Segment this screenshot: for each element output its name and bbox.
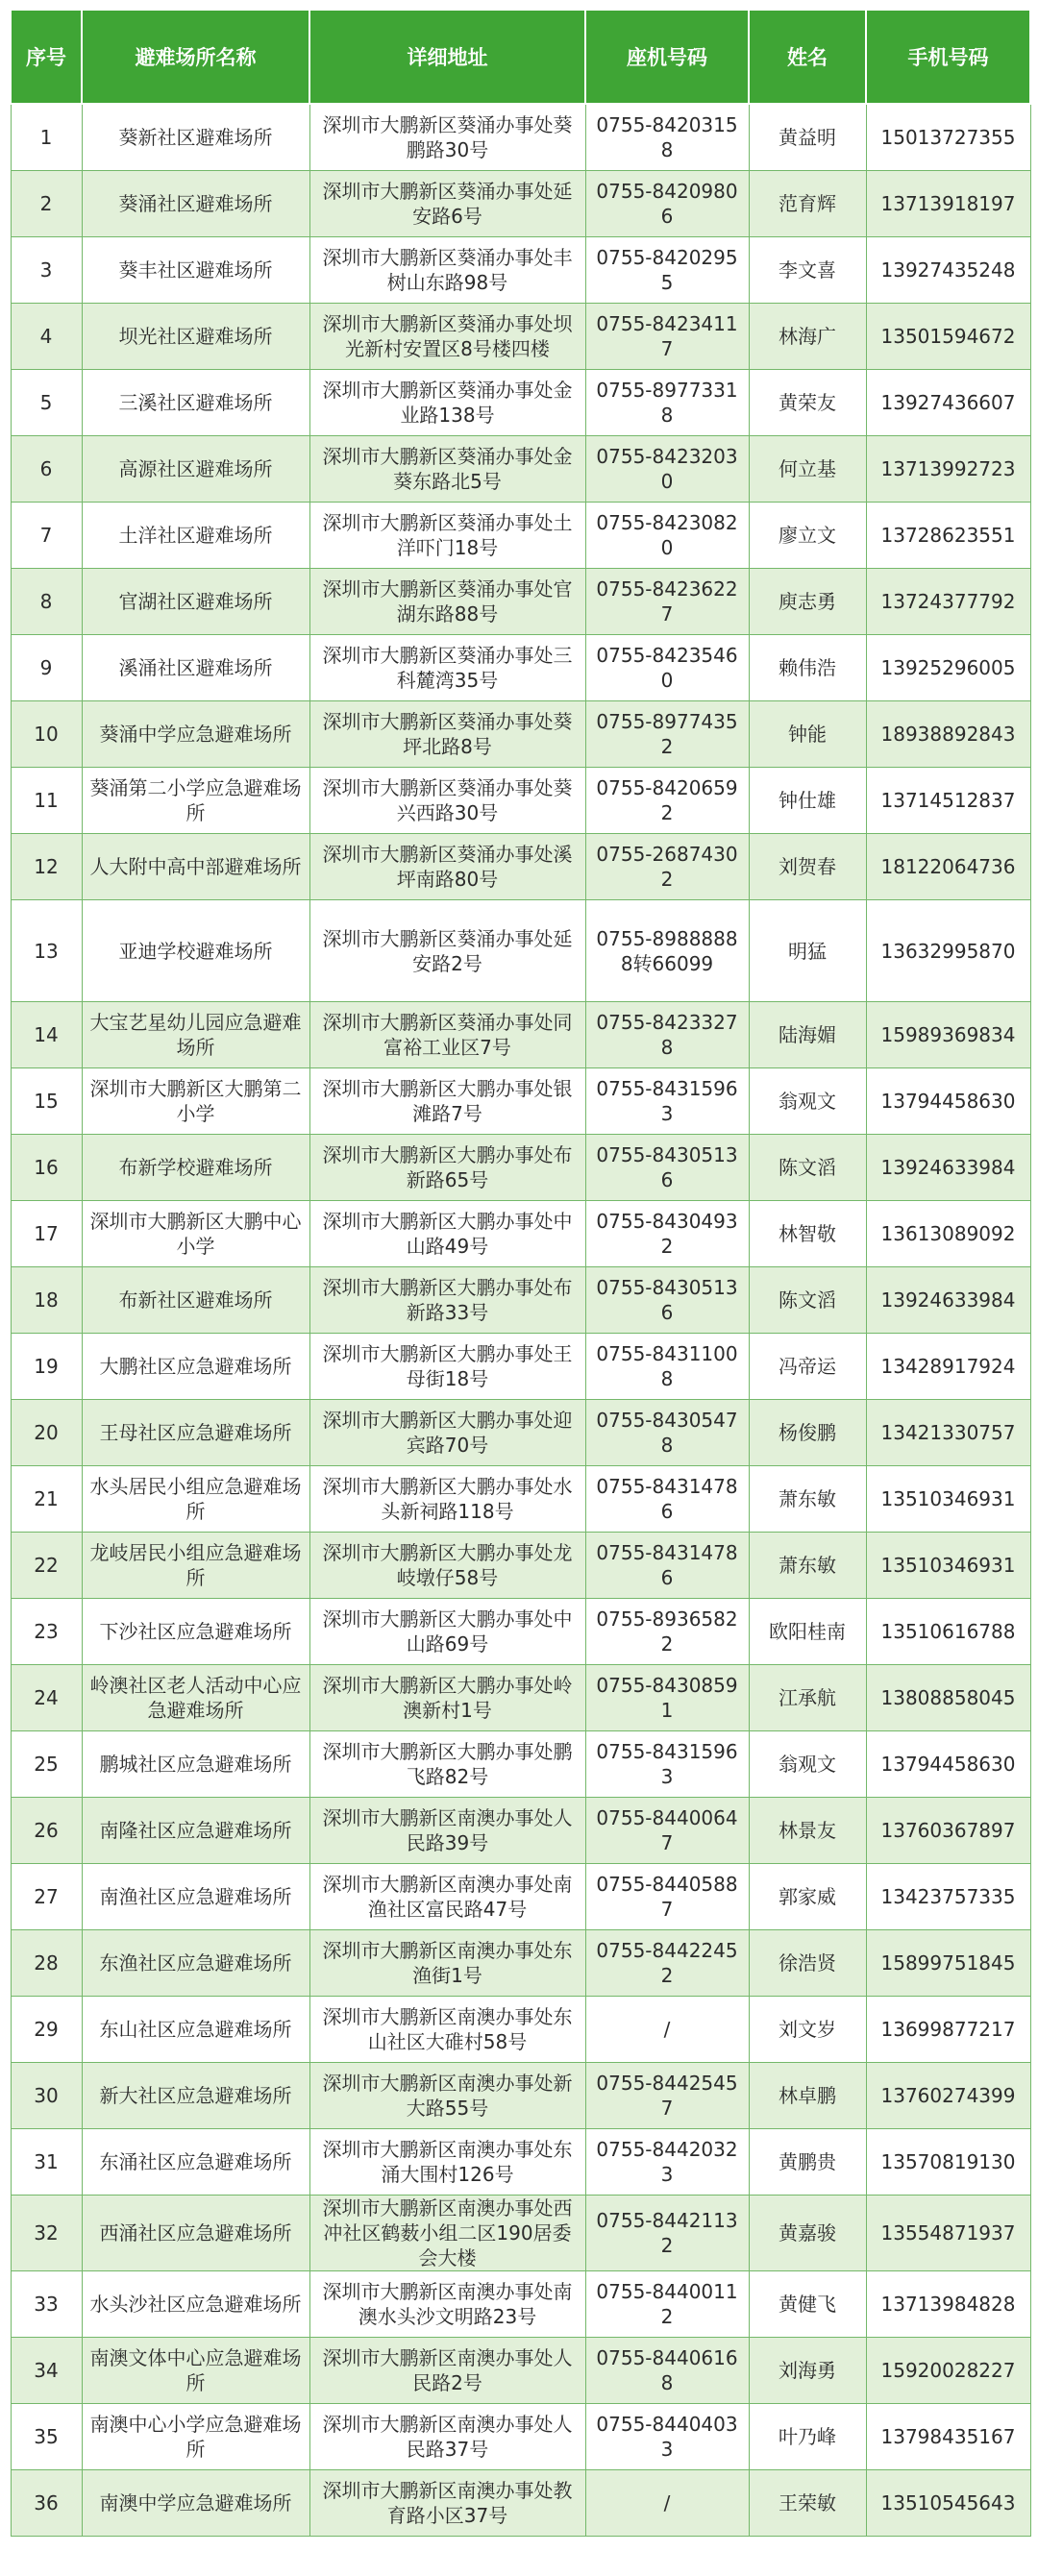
cell-shelter-name: 葵新社区避难场所 — [82, 104, 309, 171]
cell-mobile: 13927436607 — [866, 370, 1030, 436]
cell-mobile: 13510545643 — [866, 2470, 1030, 2537]
cell-shelter-name: 葵涌中学应急避难场所 — [82, 701, 309, 768]
cell-contact-name: 林海广 — [749, 304, 866, 370]
table-row — [11, 1135, 1030, 1201]
cell-landline: 0755-84233278 — [585, 1002, 749, 1068]
cell-index: 14 — [11, 1002, 82, 1068]
cell-mobile: 13428917924 — [866, 1334, 1030, 1400]
cell-contact-name: 陈文滔 — [749, 1267, 866, 1334]
cell-mobile: 13728623551 — [866, 503, 1030, 569]
cell-address: 深圳市大鹏新区南澳办事处教育路小区37号 — [309, 2470, 585, 2537]
cell-address: 深圳市大鹏新区大鹏办事处布新路33号 — [309, 1267, 585, 1334]
table-row — [11, 2404, 1030, 2470]
cell-address: 深圳市大鹏新区南澳办事处人民路37号 — [309, 2404, 585, 2470]
cell-landline: / — [585, 2470, 749, 2537]
cell-contact-name: 黄健飞 — [749, 2271, 866, 2338]
cell-shelter-name: 大鹏社区应急避难场所 — [82, 1334, 309, 1400]
cell-index: 4 — [11, 304, 82, 370]
cell-landline: 0755-84305136 — [585, 1267, 749, 1334]
cell-mobile: 13699877217 — [866, 1997, 1030, 2063]
cell-landline: 0755-84400112 — [585, 2271, 749, 2338]
cell-landline: 0755-89773318 — [585, 370, 749, 436]
cell-contact-name: 叶乃峰 — [749, 2404, 866, 2470]
cell-contact-name: 明猛 — [749, 900, 866, 1002]
table-row — [11, 1533, 1030, 1599]
table-header-row — [11, 10, 1030, 104]
cell-contact-name: 欧阳桂南 — [749, 1599, 866, 1665]
cell-shelter-name: 龙岐居民小组应急避难场所 — [82, 1533, 309, 1599]
cell-index: 29 — [11, 1997, 82, 2063]
cell-contact-name: 萧东敏 — [749, 1466, 866, 1533]
cell-index: 5 — [11, 370, 82, 436]
cell-landline: 0755-84209806 — [585, 171, 749, 237]
cell-shelter-name: 西涌社区应急避难场所 — [82, 2196, 309, 2271]
cell-landline: 0755-26874302 — [585, 834, 749, 900]
cell-address: 深圳市大鹏新区南澳办事处东涌大围村126号 — [309, 2129, 585, 2196]
cell-address: 深圳市大鹏新区葵涌办事处金业路138号 — [309, 370, 585, 436]
cell-contact-name: 廖立文 — [749, 503, 866, 569]
cell-contact-name: 庾志勇 — [749, 569, 866, 635]
cell-landline: 0755-84315963 — [585, 1731, 749, 1798]
cell-contact-name: 徐浩贤 — [749, 1930, 866, 1997]
cell-landline: 0755-84314786 — [585, 1466, 749, 1533]
cell-shelter-name: 水头居民小组应急避难场所 — [82, 1466, 309, 1533]
table-row — [11, 237, 1030, 304]
cell-landline: 0755-84421132 — [585, 2196, 749, 2271]
cell-contact-name: 萧东敏 — [749, 1533, 866, 1599]
cell-index: 9 — [11, 635, 82, 701]
cell-shelter-name: 坝光社区避难场所 — [82, 304, 309, 370]
table-row — [11, 1599, 1030, 1665]
cell-mobile: 13510616788 — [866, 1599, 1030, 1665]
table-row — [11, 503, 1030, 569]
cell-contact-name: 翁观文 — [749, 1068, 866, 1135]
table-row — [11, 1466, 1030, 1533]
cell-landline: 0755-84311008 — [585, 1334, 749, 1400]
cell-shelter-name: 深圳市大鹏新区大鹏中心小学 — [82, 1201, 309, 1267]
cell-index: 32 — [11, 2196, 82, 2271]
table-row — [11, 900, 1030, 1002]
cell-mobile: 15899751845 — [866, 1930, 1030, 1997]
cell-landline: 0755-84314786 — [585, 1533, 749, 1599]
cell-index: 23 — [11, 1599, 82, 1665]
cell-index: 19 — [11, 1334, 82, 1400]
cell-landline: / — [585, 1997, 749, 2063]
cell-mobile: 18938892843 — [866, 701, 1030, 768]
table-row — [11, 635, 1030, 701]
cell-index: 2 — [11, 171, 82, 237]
cell-shelter-name: 岭澳社区老人活动中心应急避难场所 — [82, 1665, 309, 1731]
cell-address: 深圳市大鹏新区南澳办事处新大路55号 — [309, 2063, 585, 2129]
table-row — [11, 104, 1030, 171]
cell-mobile: 13927435248 — [866, 237, 1030, 304]
cell-index: 17 — [11, 1201, 82, 1267]
cell-contact-name: 钟能 — [749, 701, 866, 768]
cell-address: 深圳市大鹏新区南澳办事处人民路39号 — [309, 1798, 585, 1864]
cell-index: 8 — [11, 569, 82, 635]
cell-shelter-name: 溪涌社区避难场所 — [82, 635, 309, 701]
cell-mobile: 13713992723 — [866, 436, 1030, 503]
cell-landline: 0755-89365822 — [585, 1599, 749, 1665]
table-row — [11, 304, 1030, 370]
cell-contact-name: 何立基 — [749, 436, 866, 503]
cell-landline: 0755-89888888转66099 — [585, 900, 749, 1002]
cell-landline: 0755-84404033 — [585, 2404, 749, 2470]
cell-contact-name: 王荣敏 — [749, 2470, 866, 2537]
cell-address: 深圳市大鹏新区大鹏办事处银滩路7号 — [309, 1068, 585, 1135]
cell-address: 深圳市大鹏新区葵涌办事处丰树山东路98号 — [309, 237, 585, 304]
cell-index: 11 — [11, 768, 82, 834]
table-body — [11, 104, 1030, 2537]
cell-index: 12 — [11, 834, 82, 900]
cell-address: 深圳市大鹏新区大鹏办事处水头新祠路118号 — [309, 1466, 585, 1533]
cell-mobile: 13924633984 — [866, 1267, 1030, 1334]
cell-mobile: 15989369834 — [866, 1002, 1030, 1068]
cell-mobile: 13760367897 — [866, 1798, 1030, 1864]
table-row — [11, 1731, 1030, 1798]
cell-landline: 0755-84422452 — [585, 1930, 749, 1997]
cell-index: 27 — [11, 1864, 82, 1930]
cell-address: 深圳市大鹏新区大鹏办事处迎宾路70号 — [309, 1400, 585, 1466]
table-row — [11, 1334, 1030, 1400]
cell-index: 16 — [11, 1135, 82, 1201]
cell-landline: 0755-84305478 — [585, 1400, 749, 1466]
cell-index: 15 — [11, 1068, 82, 1135]
shelter-table-container — [10, 9, 1029, 2537]
table-row — [11, 1267, 1030, 1334]
cell-landline: 0755-84305136 — [585, 1135, 749, 1201]
table-row — [11, 2338, 1030, 2404]
cell-mobile: 13510346931 — [866, 1533, 1030, 1599]
cell-index: 34 — [11, 2338, 82, 2404]
cell-landline: 0755-84425457 — [585, 2063, 749, 2129]
cell-address: 深圳市大鹏新区大鹏办事处布新路65号 — [309, 1135, 585, 1201]
cell-address: 深圳市大鹏新区葵涌办事处延安路6号 — [309, 171, 585, 237]
cell-landline: 0755-84232030 — [585, 436, 749, 503]
cell-mobile: 13925296005 — [866, 635, 1030, 701]
cell-landline: 0755-84203158 — [585, 104, 749, 171]
cell-index: 33 — [11, 2271, 82, 2338]
cell-address: 深圳市大鹏新区葵涌办事处葵坪北路8号 — [309, 701, 585, 768]
cell-contact-name: 钟仕雄 — [749, 768, 866, 834]
table-row — [11, 569, 1030, 635]
cell-landline: 0755-84400647 — [585, 1798, 749, 1864]
cell-contact-name: 黄荣友 — [749, 370, 866, 436]
table-row — [11, 1201, 1030, 1267]
cell-landline: 0755-84236227 — [585, 569, 749, 635]
cell-landline: 0755-84206592 — [585, 768, 749, 834]
cell-address: 深圳市大鹏新区葵涌办事处溪坪南路80号 — [309, 834, 585, 900]
cell-index: 21 — [11, 1466, 82, 1533]
cell-contact-name: 林卓鹏 — [749, 2063, 866, 2129]
cell-shelter-name: 新大社区应急避难场所 — [82, 2063, 309, 2129]
cell-contact-name: 黄鹏贵 — [749, 2129, 866, 2196]
table-row — [11, 768, 1030, 834]
cell-address: 深圳市大鹏新区葵涌办事处坝光新村安置区8号楼四楼 — [309, 304, 585, 370]
cell-address: 深圳市大鹏新区大鹏办事处龙岐墩仔58号 — [309, 1533, 585, 1599]
table-row — [11, 2196, 1030, 2271]
cell-shelter-name: 南渔社区应急避难场所 — [82, 1864, 309, 1930]
table-row — [11, 2271, 1030, 2338]
cell-contact-name: 杨俊鹏 — [749, 1400, 866, 1466]
cell-index: 13 — [11, 900, 82, 1002]
cell-index: 31 — [11, 2129, 82, 2196]
cell-mobile: 13724377792 — [866, 569, 1030, 635]
cell-mobile: 18122064736 — [866, 834, 1030, 900]
cell-mobile: 13808858045 — [866, 1665, 1030, 1731]
cell-mobile: 13924633984 — [866, 1135, 1030, 1201]
cell-contact-name: 刘文岁 — [749, 1997, 866, 2063]
cell-address: 深圳市大鹏新区葵涌办事处同富裕工业区7号 — [309, 1002, 585, 1068]
cell-shelter-name: 高源社区避难场所 — [82, 436, 309, 503]
cell-landline: 0755-84304932 — [585, 1201, 749, 1267]
cell-mobile: 13794458630 — [866, 1068, 1030, 1135]
cell-contact-name: 陆海媚 — [749, 1002, 866, 1068]
cell-contact-name: 黄嘉骏 — [749, 2196, 866, 2271]
cell-address: 深圳市大鹏新区葵涌办事处葵兴西路30号 — [309, 768, 585, 834]
cell-landline: 0755-84230820 — [585, 503, 749, 569]
cell-contact-name: 李文喜 — [749, 237, 866, 304]
cell-mobile: 13613089092 — [866, 1201, 1030, 1267]
cell-address: 深圳市大鹏新区葵涌办事处官湖东路88号 — [309, 569, 585, 635]
cell-contact-name: 陈文滔 — [749, 1135, 866, 1201]
cell-index: 26 — [11, 1798, 82, 1864]
cell-index: 10 — [11, 701, 82, 768]
table-row — [11, 834, 1030, 900]
cell-address: 深圳市大鹏新区南澳办事处南渔社区富民路47号 — [309, 1864, 585, 1930]
cell-mobile: 13794458630 — [866, 1731, 1030, 1798]
cell-shelter-name: 东渔社区应急避难场所 — [82, 1930, 309, 1997]
cell-contact-name: 刘海勇 — [749, 2338, 866, 2404]
table-row — [11, 1400, 1030, 1466]
cell-index: 6 — [11, 436, 82, 503]
header-landline: 座机号码 — [585, 10, 749, 104]
header-index: 序号 — [11, 10, 82, 104]
table-row — [11, 2470, 1030, 2537]
cell-index: 35 — [11, 2404, 82, 2470]
cell-mobile: 13421330757 — [866, 1400, 1030, 1466]
cell-shelter-name: 葵丰社区避难场所 — [82, 237, 309, 304]
shelter-table — [10, 9, 1031, 2537]
table-row — [11, 1665, 1030, 1731]
cell-address: 深圳市大鹏新区大鹏办事处王母街18号 — [309, 1334, 585, 1400]
cell-shelter-name: 南澳中学应急避难场所 — [82, 2470, 309, 2537]
cell-address: 深圳市大鹏新区南澳办事处人民路2号 — [309, 2338, 585, 2404]
cell-landline: 0755-84405887 — [585, 1864, 749, 1930]
cell-shelter-name: 亚迪学校避难场所 — [82, 900, 309, 1002]
cell-shelter-name: 王母社区应急避难场所 — [82, 1400, 309, 1466]
table-row — [11, 370, 1030, 436]
cell-shelter-name: 深圳市大鹏新区大鹏第二小学 — [82, 1068, 309, 1135]
cell-address: 深圳市大鹏新区大鹏办事处鹏飞路82号 — [309, 1731, 585, 1798]
cell-address: 深圳市大鹏新区葵涌办事处延安路2号 — [309, 900, 585, 1002]
cell-mobile: 15920028227 — [866, 2338, 1030, 2404]
cell-address: 深圳市大鹏新区葵涌办事处三科麓湾35号 — [309, 635, 585, 701]
cell-address: 深圳市大鹏新区葵涌办事处金葵东路北5号 — [309, 436, 585, 503]
cell-address: 深圳市大鹏新区葵涌办事处葵鹏路30号 — [309, 104, 585, 171]
cell-landline: 0755-84420323 — [585, 2129, 749, 2196]
cell-contact-name: 冯帝运 — [749, 1334, 866, 1400]
cell-shelter-name: 东山社区应急避难场所 — [82, 1997, 309, 2063]
cell-mobile: 13632995870 — [866, 900, 1030, 1002]
cell-contact-name: 黄益明 — [749, 104, 866, 171]
cell-landline: 0755-84308591 — [585, 1665, 749, 1731]
cell-index: 24 — [11, 1665, 82, 1731]
cell-mobile: 13713918197 — [866, 171, 1030, 237]
cell-mobile: 13501594672 — [866, 304, 1030, 370]
cell-mobile: 13570819130 — [866, 2129, 1030, 2196]
cell-contact-name: 刘贺春 — [749, 834, 866, 900]
table-row — [11, 171, 1030, 237]
table-row — [11, 1798, 1030, 1864]
cell-address: 深圳市大鹏新区大鹏办事处中山路69号 — [309, 1599, 585, 1665]
cell-address: 深圳市大鹏新区大鹏办事处岭澳新村1号 — [309, 1665, 585, 1731]
cell-shelter-name: 南澳文体中心应急避难场所 — [82, 2338, 309, 2404]
cell-landline: 0755-84315963 — [585, 1068, 749, 1135]
cell-mobile: 13714512837 — [866, 768, 1030, 834]
cell-index: 18 — [11, 1267, 82, 1334]
cell-index: 20 — [11, 1400, 82, 1466]
cell-shelter-name: 葵涌第二小学应急避难场所 — [82, 768, 309, 834]
cell-mobile: 13798435167 — [866, 2404, 1030, 2470]
cell-shelter-name: 三溪社区避难场所 — [82, 370, 309, 436]
cell-landline: 0755-84235460 — [585, 635, 749, 701]
cell-contact-name: 林景友 — [749, 1798, 866, 1864]
cell-landline: 0755-84234117 — [585, 304, 749, 370]
cell-index: 36 — [11, 2470, 82, 2537]
cell-landline: 0755-84406168 — [585, 2338, 749, 2404]
header-shelter-name: 避难场所名称 — [82, 10, 309, 104]
cell-index: 28 — [11, 1930, 82, 1997]
header-address: 详细地址 — [309, 10, 585, 104]
table-row — [11, 1068, 1030, 1135]
cell-address: 深圳市大鹏新区大鹏办事处中山路49号 — [309, 1201, 585, 1267]
cell-contact-name: 江承航 — [749, 1665, 866, 1731]
table-row — [11, 2063, 1030, 2129]
cell-index: 3 — [11, 237, 82, 304]
table-row — [11, 701, 1030, 768]
header-mobile: 手机号码 — [866, 10, 1030, 104]
cell-address: 深圳市大鹏新区南澳办事处西冲社区鹤薮小组二区190居委会大楼 — [309, 2196, 585, 2271]
cell-shelter-name: 南隆社区应急避难场所 — [82, 1798, 309, 1864]
cell-shelter-name: 大宝艺星幼儿园应急避难场所 — [82, 1002, 309, 1068]
cell-index: 7 — [11, 503, 82, 569]
table-row — [11, 2129, 1030, 2196]
table-row — [11, 1002, 1030, 1068]
cell-shelter-name: 葵涌社区避难场所 — [82, 171, 309, 237]
cell-landline: 0755-89774352 — [585, 701, 749, 768]
cell-shelter-name: 下沙社区应急避难场所 — [82, 1599, 309, 1665]
cell-address: 深圳市大鹏新区葵涌办事处土洋吓门18号 — [309, 503, 585, 569]
cell-address: 深圳市大鹏新区南澳办事处东山社区大碓村58号 — [309, 1997, 585, 2063]
cell-shelter-name: 土洋社区避难场所 — [82, 503, 309, 569]
cell-shelter-name: 东涌社区应急避难场所 — [82, 2129, 309, 2196]
cell-shelter-name: 布新学校避难场所 — [82, 1135, 309, 1201]
cell-contact-name: 范育辉 — [749, 171, 866, 237]
cell-address: 深圳市大鹏新区南澳办事处南澳水头沙文明路23号 — [309, 2271, 585, 2338]
cell-shelter-name: 布新社区避难场所 — [82, 1267, 309, 1334]
cell-landline: 0755-84202955 — [585, 237, 749, 304]
cell-address: 深圳市大鹏新区南澳办事处东渔街1号 — [309, 1930, 585, 1997]
cell-index: 22 — [11, 1533, 82, 1599]
cell-contact-name: 赖伟浩 — [749, 635, 866, 701]
cell-mobile: 13760274399 — [866, 2063, 1030, 2129]
cell-shelter-name: 鹏城社区应急避难场所 — [82, 1731, 309, 1798]
cell-mobile: 15013727355 — [866, 104, 1030, 171]
table-row — [11, 1864, 1030, 1930]
cell-mobile: 13510346931 — [866, 1466, 1030, 1533]
table-row — [11, 436, 1030, 503]
header-contact-name: 姓名 — [749, 10, 866, 104]
cell-shelter-name: 南澳中心小学应急避难场所 — [82, 2404, 309, 2470]
cell-index: 1 — [11, 104, 82, 171]
cell-index: 25 — [11, 1731, 82, 1798]
cell-contact-name: 郭家威 — [749, 1864, 866, 1930]
cell-mobile: 13713984828 — [866, 2271, 1030, 2338]
table-row — [11, 1930, 1030, 1997]
cell-shelter-name: 人大附中高中部避难场所 — [82, 834, 309, 900]
cell-shelter-name: 官湖社区避难场所 — [82, 569, 309, 635]
cell-index: 30 — [11, 2063, 82, 2129]
table-row — [11, 1997, 1030, 2063]
cell-contact-name: 翁观文 — [749, 1731, 866, 1798]
cell-mobile: 13423757335 — [866, 1864, 1030, 1930]
cell-contact-name: 林智敬 — [749, 1201, 866, 1267]
cell-mobile: 13554871937 — [866, 2196, 1030, 2271]
cell-shelter-name: 水头沙社区应急避难场所 — [82, 2271, 309, 2338]
